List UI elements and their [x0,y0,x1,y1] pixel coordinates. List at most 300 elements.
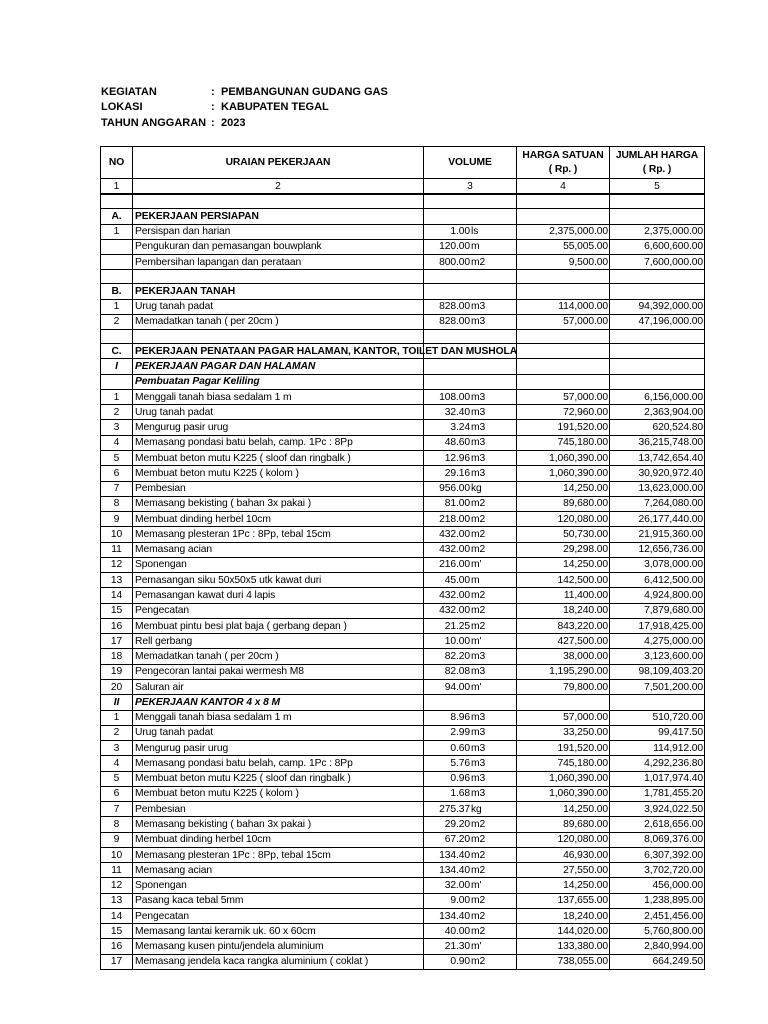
total-price-cell: 114,912.00 [610,741,705,756]
header-kegiatan [101,86,388,98]
unit-price-cell: 18,240.00 [517,908,610,923]
volume-cell [424,588,517,603]
volume-cell [424,239,517,254]
volume-quantity: 218.00 [439,513,470,525]
no-cell: 17 [101,634,133,649]
volume-cell [424,603,517,618]
table-body [101,194,705,969]
total-price-cell [610,374,705,389]
total-price-cell: 2,363,904.00 [610,405,705,420]
volume-cell [424,786,517,801]
no-cell: 2 [101,725,133,740]
volume-unit: m3 [471,422,486,434]
unit-price-cell: 33,250.00 [517,725,610,740]
unit-price-cell: 50,730.00 [517,527,610,542]
total-price-cell: 2,375,000.00 [610,224,705,239]
desc-cell: Membuat pintu besi plat baja ( gerbang depan ) [133,618,424,633]
unit-price-cell: 14,250.00 [517,481,610,496]
unit-price-cell: 738,055.00 [517,954,610,969]
volume-quantity: 828.00 [439,316,470,328]
volume-cell [424,435,517,450]
volume-quantity: 12.96 [444,452,470,464]
volume-cell [424,573,517,588]
volume-cell [424,299,517,314]
total-price-cell: 4,292,236.80 [610,756,705,771]
table-row [101,588,705,603]
subsection-row [101,359,705,374]
volume-cell [424,450,517,465]
no-cell: 13 [101,573,133,588]
total-price-cell [610,330,705,344]
volume-quantity: 82.08 [444,666,470,678]
table-row [101,863,705,878]
no-cell: C. [101,344,133,359]
desc-cell [133,330,424,344]
no-cell: II [101,695,133,710]
volume-quantity: 3.24 [450,422,470,434]
desc-cell [133,359,424,374]
table-row [101,527,705,542]
desc-cell: Pembersihan lapangan dan perataan [133,255,424,270]
table-row [101,239,705,254]
no-cell: 10 [101,847,133,862]
volume-quantity: 432.00 [439,590,470,601]
total-price-cell: 3,924,022.50 [610,802,705,817]
desc-cell: Membuat dinding herbel 10cm [133,832,424,847]
desc-cell: Urug tanah padat [133,405,424,420]
desc-cell: Mengurug pasir urug [133,420,424,435]
desc-cell [133,344,518,359]
no-cell: 2 [101,405,133,420]
desc-cell: Menggali tanah biasa sedalam 1 m [133,710,424,725]
unit-price-cell: 2,375,000.00 [517,224,610,239]
volume-cell [424,695,517,710]
unit-price-cell [517,209,610,224]
volume-cell [424,634,517,649]
total-price-cell: 510,720.00 [610,710,705,725]
desc-cell: Pembesian [133,481,424,496]
unit-price-cell [517,344,610,359]
no-cell: 2 [101,314,133,329]
volume-quantity: 48.60 [444,437,470,449]
table-row [101,954,705,969]
no-cell: 15 [101,603,133,618]
table-row [101,649,705,664]
volume-unit: m2 [471,925,486,937]
total-price-cell [610,270,705,284]
no-cell: 8 [101,496,133,511]
desc-cell [133,270,424,284]
volume-unit: m3 [471,666,486,678]
volume-quantity: 94.00 [444,681,470,693]
desc-cell [133,374,424,389]
section-title: PEKERJAAN PERSIAPAN [135,210,259,222]
total-price-cell: 2,840,994.00 [610,939,705,954]
no-cell: 7 [101,481,133,496]
total-price-cell: 99,417.50 [610,725,705,740]
header-label: KEGIATAN [101,86,157,98]
table-row [101,224,705,239]
no-cell [101,194,133,209]
unit-price-cell: 191,520.00 [517,420,610,435]
total-price-cell: 47,196,000.00 [610,314,705,329]
volume-cell [424,557,517,572]
no-cell: 4 [101,435,133,450]
unit-price-cell [517,695,610,710]
no-cell: 11 [101,542,133,557]
total-price-cell: 98,109,403.20 [610,664,705,679]
volume-cell [424,284,517,299]
volume-cell [424,270,517,284]
unit-price-cell: 57,000.00 [517,389,610,404]
header-jumlah-harga-line2: ( Rp. ) [642,163,672,175]
table-row [101,435,705,450]
header-colon: : [211,86,215,98]
total-price-cell: 4,924,800.00 [610,588,705,603]
unit-price-cell: 745,180.00 [517,435,610,450]
volume-cell [424,649,517,664]
volume-cell [424,832,517,847]
table-row [101,314,705,329]
no-cell: A. [101,209,133,224]
volume-unit: ls [471,226,479,238]
table-row [101,481,705,496]
header-volume: VOLUME [424,147,517,179]
column-number: 3 [424,179,517,195]
volume-cell [424,863,517,878]
desc-cell: Memasang pondasi batu belah, camp. 1Pc : 8Pp [133,756,424,771]
volume-quantity: 432.00 [439,528,470,540]
column-number: 5 [610,179,705,195]
unit-price-cell: 114,000.00 [517,299,610,314]
volume-quantity: 81.00 [444,498,470,510]
volume-unit: m' [471,941,482,953]
volume-unit: m2 [471,590,486,601]
no-cell: 14 [101,908,133,923]
desc-cell: Pengukuran dan pemasangan bouwplank [133,239,424,254]
volume-unit: kg [471,483,482,495]
unit-price-cell: 27,550.00 [517,863,610,878]
no-cell: 3 [101,741,133,756]
volume-quantity: 5.76 [450,757,470,769]
unit-price-cell: 18,240.00 [517,603,610,618]
volume-unit: m2 [471,956,486,968]
table-row [101,878,705,893]
section-title: PEKERJAAN TANAH [135,285,236,297]
volume-quantity: 134.40 [439,910,470,922]
header-label: LOKASI [101,101,143,113]
desc-cell: Sponengan [133,878,424,893]
section-row [101,284,705,299]
no-cell [101,239,133,254]
volume-unit: m2 [471,834,486,846]
total-price-cell: 6,156,000.00 [610,389,705,404]
no-cell [101,374,133,389]
volume-unit: m3 [471,316,486,328]
volume-quantity: 21.30 [444,941,470,953]
unit-price-cell: 57,000.00 [517,314,610,329]
volume-quantity: 10.00 [444,635,470,647]
unit-price-cell: 14,250.00 [517,878,610,893]
no-cell: 20 [101,679,133,694]
table-row [101,466,705,481]
header-no: NO [101,147,133,179]
volume-quantity: 134.40 [439,849,470,861]
no-cell [101,330,133,344]
volume-cell [424,466,517,481]
no-cell: 1 [101,299,133,314]
section-row [101,344,705,359]
unit-price-cell: 57,000.00 [517,710,610,725]
total-price-cell: 36,215,748.00 [610,435,705,450]
volume-unit: m [471,241,480,253]
no-cell: 9 [101,512,133,527]
header-harga-satuan [517,147,610,179]
no-cell: 7 [101,802,133,817]
total-price-cell: 456,000.00 [610,878,705,893]
volume-quantity: 828.00 [439,301,470,313]
unit-price-cell: 843,220.00 [517,618,610,633]
no-cell: 11 [101,863,133,878]
total-price-cell: 2,618,656.00 [610,817,705,832]
volume-quantity: 9.00 [450,895,470,907]
unit-price-cell [517,330,610,344]
table-row [101,893,705,908]
volume-cell [424,512,517,527]
unit-price-cell [517,374,610,389]
table-row [101,832,705,847]
total-price-cell: 21,915,360.00 [610,527,705,542]
volume-quantity: 29.20 [444,818,470,830]
volume-cell [424,710,517,725]
no-cell: 5 [101,450,133,465]
volume-unit: m3 [471,452,486,464]
volume-quantity: 432.00 [439,544,470,556]
volume-cell [424,771,517,786]
total-price-cell: 1,238,895.00 [610,893,705,908]
volume-cell [424,542,517,557]
desc-cell: Memasang lantai keramik uk. 60 x 60cm [133,924,424,939]
unit-price-cell: 29,298.00 [517,542,610,557]
total-price-cell: 6,600,600.00 [610,239,705,254]
volume-cell [424,314,517,329]
unit-price-cell: 38,000.00 [517,649,610,664]
volume-quantity: 67.20 [444,834,470,846]
volume-cell [424,481,517,496]
unit-price-cell: 1,060,390.00 [517,771,610,786]
volume-cell [424,802,517,817]
desc-cell: Memasang acian [133,863,424,878]
header-label: TAHUN ANGGARAN [101,117,207,129]
no-cell: B. [101,284,133,299]
total-price-cell: 1,017,974.40 [610,771,705,786]
volume-unit: m2 [471,849,486,861]
no-cell: 1 [101,224,133,239]
no-cell: 6 [101,786,133,801]
spacer-row [101,270,705,284]
volume-quantity: 134.40 [439,864,470,876]
no-cell: 17 [101,954,133,969]
desc-cell: Pengecatan [133,908,424,923]
header-lokasi [101,101,329,113]
table-row [101,771,705,786]
volume-quantity: 2.99 [450,727,470,739]
desc-cell: Memasang acian [133,542,424,557]
unit-price-cell: 14,250.00 [517,557,610,572]
unit-price-cell: 72,960.00 [517,405,610,420]
desc-cell: Membuat beton mutu K225 ( kolom ) [133,466,424,481]
total-price-cell: 3,123,600.00 [610,649,705,664]
table-row [101,255,705,270]
rab-table [100,146,705,970]
desc-cell: Menggali tanah biasa sedalam 1 m [133,389,424,404]
table-row [101,939,705,954]
table-row [101,847,705,862]
total-price-cell: 7,501,200.00 [610,679,705,694]
volume-cell [424,618,517,633]
spacer-row [101,330,705,344]
desc-cell: Memasang pondasi batu belah, camp. 1Pc : 8Pp [133,435,424,450]
no-cell [101,270,133,284]
unit-price-cell: 137,655.00 [517,893,610,908]
column-number: 2 [133,179,424,195]
desc-cell: Pengecatan [133,603,424,618]
total-price-cell: 2,451,456.00 [610,908,705,923]
desc-cell: Saluran air [133,679,424,694]
total-price-cell [610,194,705,209]
volume-unit: m3 [471,727,486,739]
volume-cell [424,527,517,542]
total-price-cell: 7,600,000.00 [610,255,705,270]
total-price-cell [610,344,705,359]
header-colon: : [211,117,215,129]
total-price-cell: 26,177,440.00 [610,512,705,527]
column-number: 4 [517,179,610,195]
volume-cell [424,496,517,511]
volume-cell [424,924,517,939]
table-row [101,664,705,679]
volume-unit: m' [471,880,482,892]
volume-unit: kg [471,803,482,815]
total-price-cell: 94,392,000.00 [610,299,705,314]
table-row [101,802,705,817]
section-row [101,209,705,224]
table-row [101,496,705,511]
desc-cell: Membuat beton mutu K225 ( sloof dan ringbalk ) [133,771,424,786]
volume-quantity: 8.96 [450,712,470,724]
volume-quantity: 956.00 [439,483,470,495]
total-price-cell [610,359,705,374]
no-cell: 8 [101,817,133,832]
volume-unit: m2 [471,498,486,510]
volume-cell [424,878,517,893]
no-cell: 1 [101,389,133,404]
desc-cell: Pemasangan kawat duri 4 lapis [133,588,424,603]
no-cell [101,255,133,270]
volume-cell [424,420,517,435]
total-price-cell: 3,078,000.00 [610,557,705,572]
desc-cell: Memasang jendela kaca rangka aluminium ( coklat ) [133,954,424,969]
table-row [101,603,705,618]
volume-unit: m' [471,635,482,647]
section-title: PEKERJAAN KANTOR 4 x 8 M [135,696,281,708]
volume-unit: m3 [471,651,486,663]
volume-cell [424,908,517,923]
no-cell: 12 [101,557,133,572]
volume-unit: m2 [471,910,486,922]
table-row [101,756,705,771]
table-row [101,557,705,572]
volume-unit: m2 [471,818,486,830]
desc-cell [133,695,424,710]
section-title: Pembuatan Pagar Keliling [135,376,260,388]
no-cell: 10 [101,527,133,542]
no-cell: 19 [101,664,133,679]
unit-price-cell: 89,680.00 [517,817,610,832]
volume-quantity: 0.90 [450,956,470,968]
total-price-cell: 12,656,736.00 [610,542,705,557]
table-row [101,679,705,694]
volume-cell [424,954,517,969]
desc-cell: Membuat beton mutu K225 ( kolom ) [133,786,424,801]
table-row [101,542,705,557]
table-row [101,634,705,649]
header-value: 2023 [221,117,246,129]
desc-cell [133,209,424,224]
desc-cell: Pasang kaca tebal 5mm [133,893,424,908]
desc-cell: Pemasangan siku 50x50x5 utk kawat duri [133,573,424,588]
unit-price-cell: 1,060,390.00 [517,466,610,481]
desc-cell: Membuat beton mutu K225 ( sloof dan ringbalk ) [133,450,424,465]
volume-unit: m3 [471,301,486,313]
volume-unit: m3 [471,773,486,785]
volume-cell [424,664,517,679]
table-row [101,299,705,314]
unit-price-cell: 55,005.00 [517,239,610,254]
volume-cell [424,209,517,224]
volume-quantity: 32.00 [444,880,470,892]
volume-unit: m2 [471,256,486,268]
volume-cell [424,741,517,756]
volume-cell [424,359,517,374]
desc-cell: Memasang kusen pintu/jendela aluminium [133,939,424,954]
unit-price-cell: 1,195,290.00 [517,664,610,679]
no-cell: 16 [101,618,133,633]
total-price-cell: 13,623,000.00 [610,481,705,496]
desc-cell: Sponengan [133,557,424,572]
volume-quantity: 1.00 [450,226,470,238]
unit-price-cell: 1,060,390.00 [517,450,610,465]
header-harga-satuan-line2: ( Rp. ) [548,163,578,175]
volume-quantity: 29.16 [444,467,470,479]
volume-unit: m3 [471,467,486,479]
desc-cell: Persispan dan harian [133,224,424,239]
no-cell: 1 [101,710,133,725]
volume-cell [424,255,517,270]
unit-price-cell [517,270,610,284]
unit-price-cell: 191,520.00 [517,741,610,756]
table-row [101,710,705,725]
header-tahun-anggaran [101,117,245,129]
table-row [101,405,705,420]
header-jumlah-harga [610,147,705,179]
desc-cell: Memasang plesteran 1Pc : 8Pp, tebal 15cm [133,527,424,542]
total-price-cell: 3,702,720.00 [610,863,705,878]
no-cell: 15 [101,924,133,939]
volume-unit: m2 [471,513,486,525]
volume-quantity: 21.25 [444,620,470,632]
desc-cell: Urug tanah padat [133,725,424,740]
